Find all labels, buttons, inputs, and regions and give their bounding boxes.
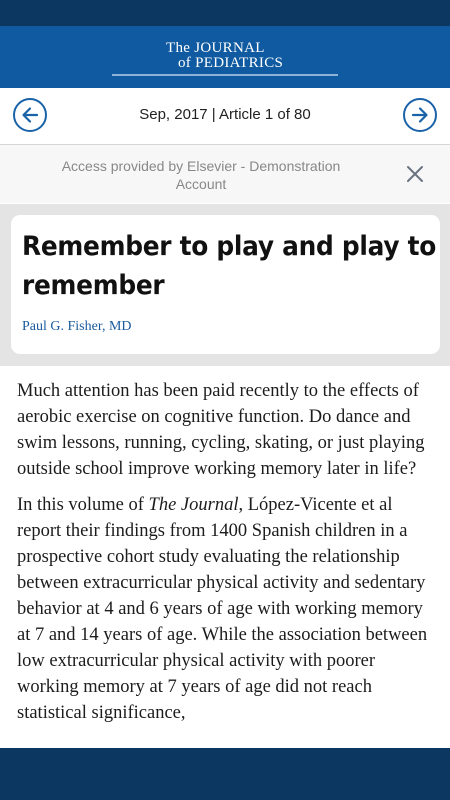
next-article-button[interactable] [403,98,437,132]
access-line-2: Account [175,176,227,192]
status-bar [0,0,450,26]
arrow-right-icon [410,105,430,125]
close-icon [403,162,427,186]
body-paragraph-1: Much attention has been paid recently to the effects of aerobic exercise on cognitive function. Do dance and swim lessons, running, cycling, skating, or just playing outside school improve working memory later in life? [17,381,425,479]
journal-logo [112,40,338,76]
logo-line-2: of PEDIATRICS [178,55,284,71]
article-body [17,378,437,736]
dismiss-banner-button[interactable] [403,162,427,186]
article-title-line-2: remember [22,270,165,301]
article-title-line-1: Remember to play and play to [22,231,437,262]
author-link[interactable]: Paul G. Fisher, MD [22,319,132,334]
article-nav-bar [0,88,450,145]
body-paragraph-2 [17,492,437,726]
access-message [40,157,362,193]
access-line-1: Access provided by Elsevier - Demonstration [61,158,341,174]
app-header [0,26,450,88]
access-banner [0,145,450,203]
logo-line-1: The JOURNAL [166,40,265,56]
issue-article-counter: Sep, 2017 | Article 1 of 80 [139,106,311,123]
paragraph-2-rest: , López-Vicente et al report their findings from 1400 Spanish children in a prospective cohort study evaluating the relationship between extracurricular physical activity and sedentary behavior at 4 and 6 years of age with working memory at 7 and 14 years of age. While the association between low extracurricular physical activity with poorer working memory at 7 years of age did not reach statistical significance, [17,495,428,723]
journal-name-italic: The Journal [148,495,239,515]
bottom-navigation-bar [0,748,450,800]
paragraph-2-start: In this volume of [17,495,149,515]
article-title [22,227,437,305]
logo-rule [112,74,338,76]
article-title-card [11,215,440,354]
